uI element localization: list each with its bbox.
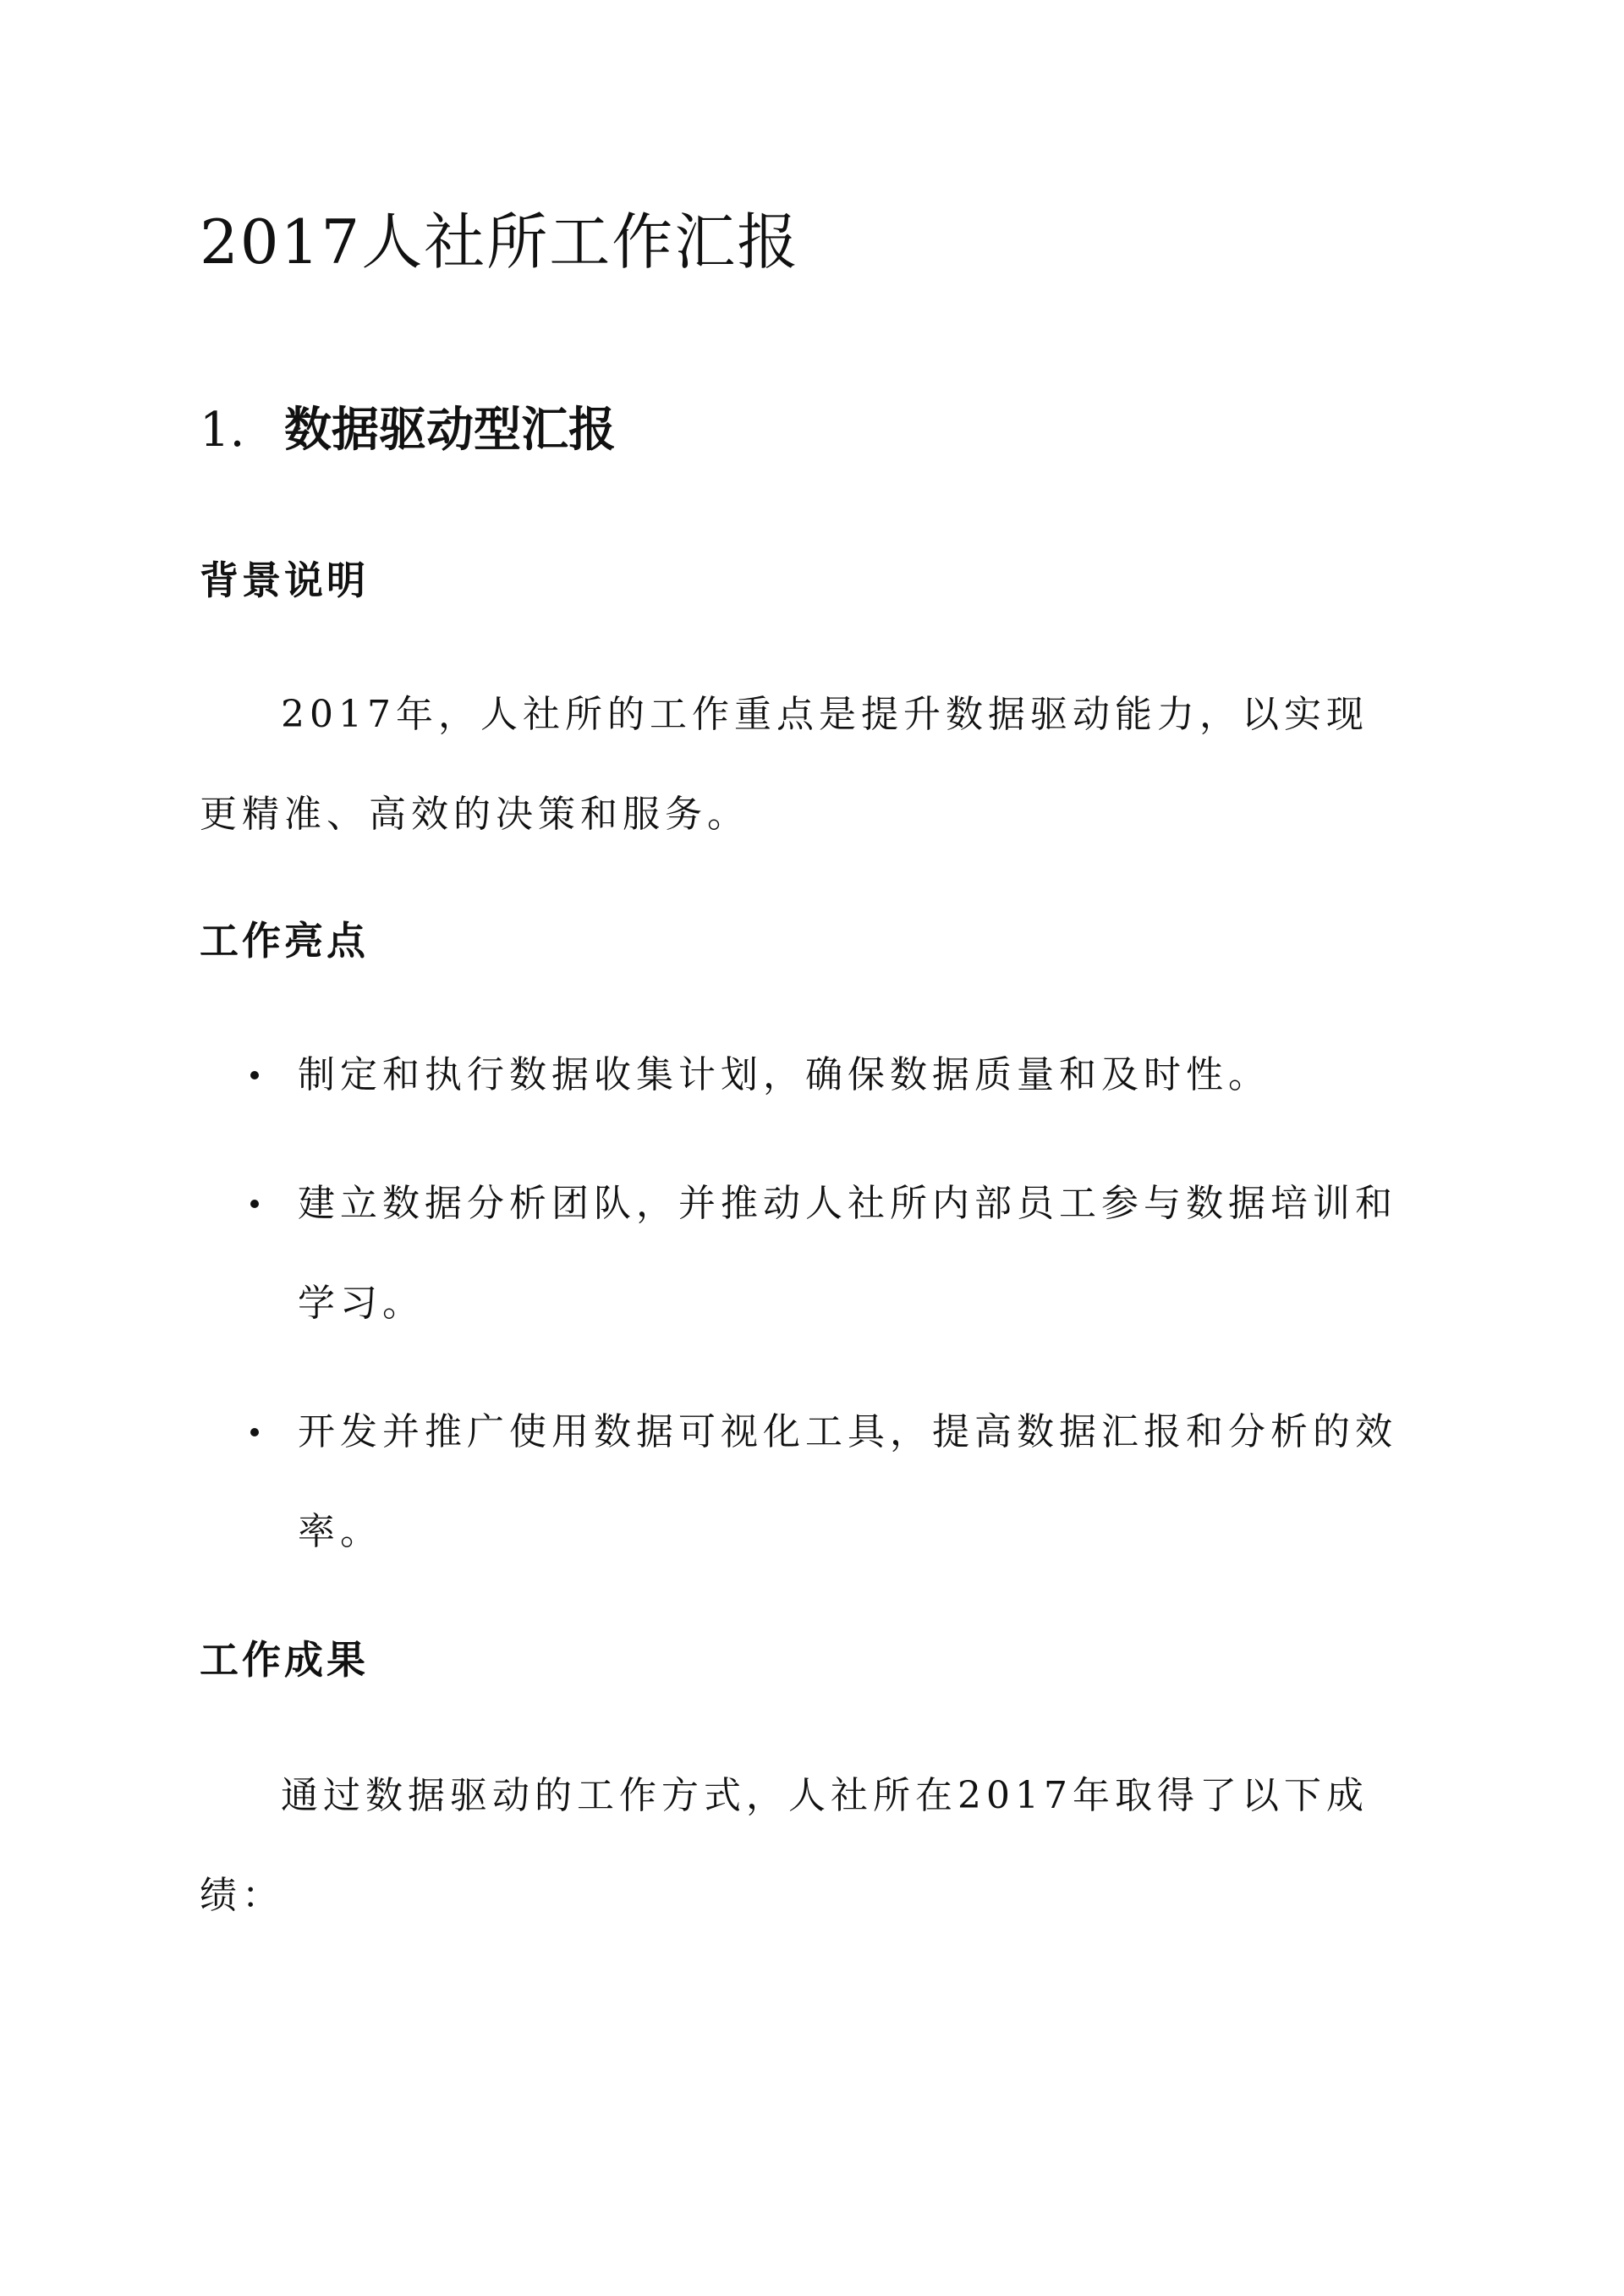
subheading-background: 背景说明 bbox=[200, 558, 369, 603]
background-paragraph: 2017年，人社所的工作重点是提升数据驱动能力，以实现更精准、高效的决策和服务。 bbox=[200, 693, 1369, 836]
list-item-text: 制定和执行数据收集计划，确保数据质量和及时性。 bbox=[298, 1053, 1270, 1096]
section-heading bbox=[200, 396, 616, 464]
bullet-dot-icon bbox=[250, 1200, 259, 1208]
list-item bbox=[200, 1382, 1418, 1582]
bullet-dot-icon bbox=[250, 1428, 259, 1436]
results-paragraph: 通过数据驱动的工作方式，人社所在2017年取得了以下成绩： bbox=[200, 1774, 1369, 1917]
section-number: 1. bbox=[200, 403, 245, 458]
document-title: 2017人社所工作汇报 bbox=[200, 206, 800, 277]
bullet-dot-icon bbox=[250, 1071, 259, 1079]
section-title: 数据驱动型汇报 bbox=[284, 402, 616, 458]
subheading-results: 工作成果 bbox=[200, 1637, 369, 1683]
list-item-text: 开发并推广使用数据可视化工具，提高数据汇报和分析的效率。 bbox=[298, 1410, 1397, 1553]
subheading-highlights: 工作亮点 bbox=[200, 918, 369, 964]
highlights-list bbox=[200, 1025, 1418, 1611]
list-item bbox=[200, 1154, 1418, 1354]
list-item bbox=[200, 1025, 1418, 1125]
list-item-text: 建立数据分析团队，并推动人社所内部员工参与数据培训和学习。 bbox=[298, 1182, 1397, 1325]
